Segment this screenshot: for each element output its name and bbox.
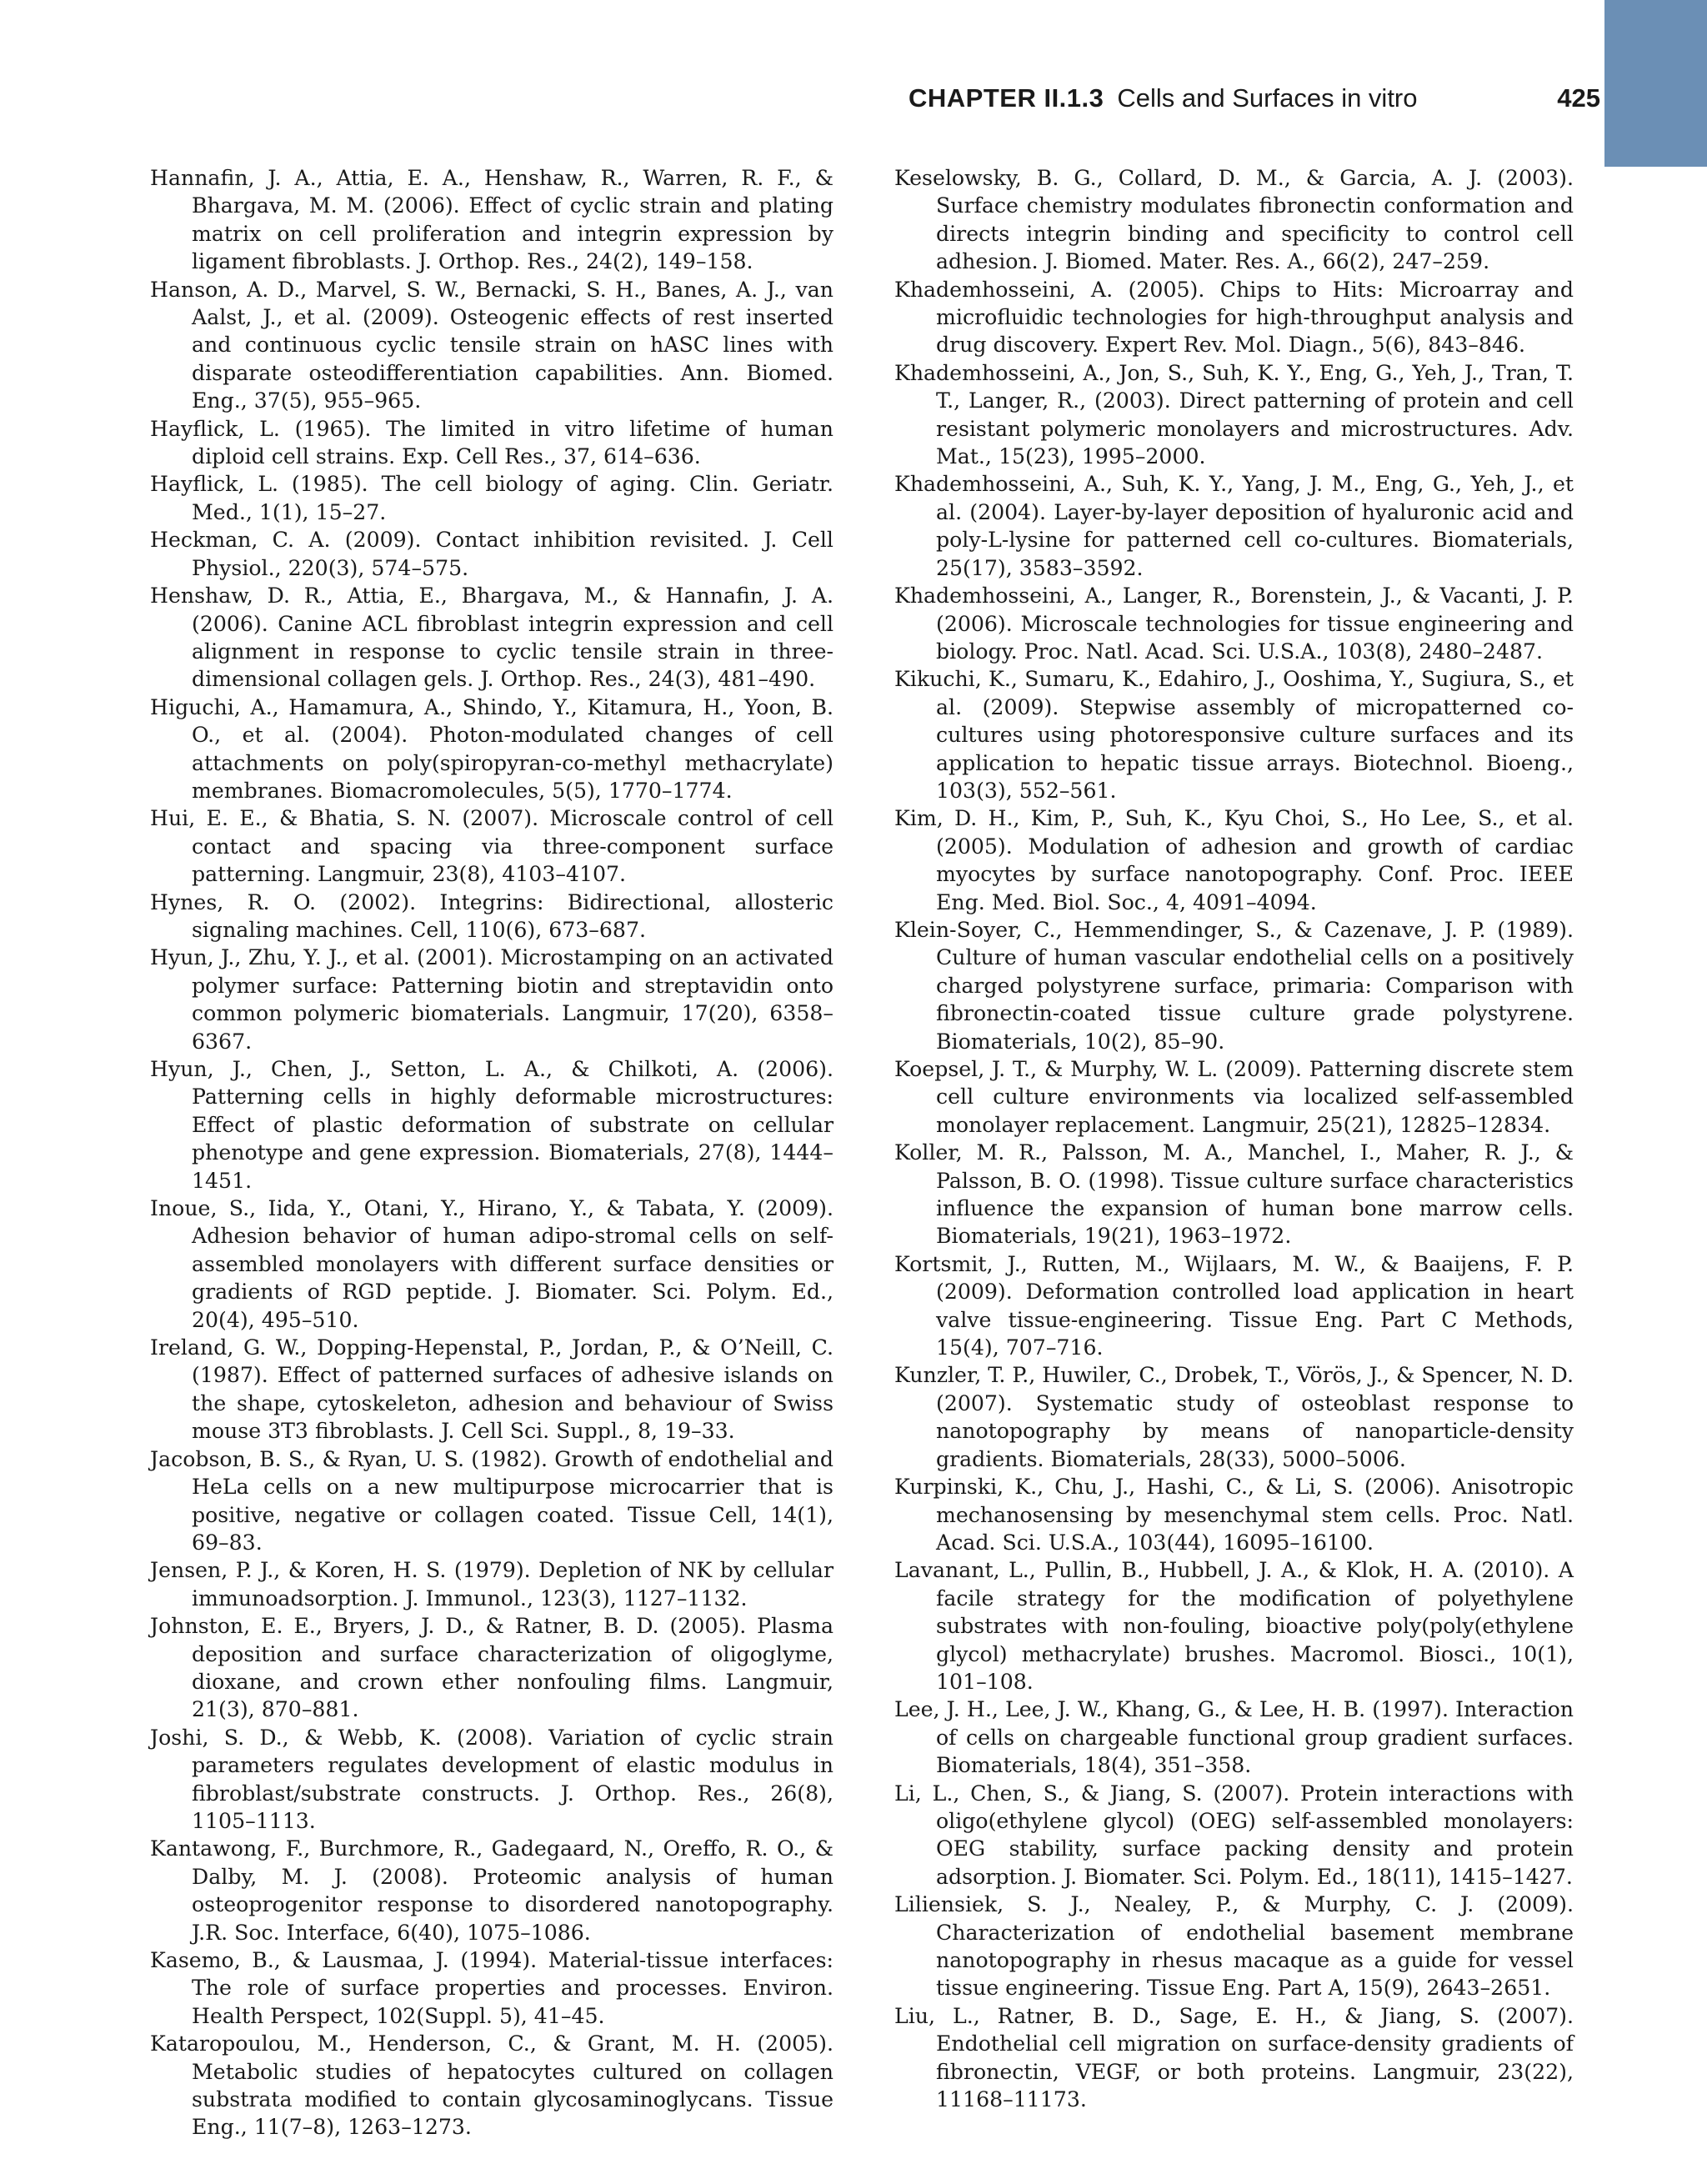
reference-entry: Kikuchi, K., Sumaru, K., Edahiro, J., Ooshima, Y., Sugiura, S., et al. (2009). Stepwise assembly of micropatterned co-cultures using photoresponsive culture surfaces and its application to hepatic tissue arrays. Biotechnol. Bioeng., 103(3), 552–561. xyxy=(894,667,1574,803)
reference-entry: Joshi, S. D., & Webb, K. (2008). Variation of cyclic strain parameters regulates development of elastic modulus in fibroblast/substrate constructs. J. Orthop. Res., 26(8), 1105–1113. xyxy=(150,1725,833,1833)
reference-entry: Khademhosseini, A., Suh, K. Y., Yang, J. M., Eng, G., Yeh, J., et al. (2004). Layer-by-layer deposition of hyaluronic acid and poly-L-lysine for patterned cell co-cultures. Biomaterials, 25(17), 3583–3592. xyxy=(894,472,1574,580)
reference-entry: Kim, D. H., Kim, P., Suh, K., Kyu Choi, S., Ho Lee, S., et al. (2005). Modulation of adhesion and growth of cardiac myocytes by surface nanotopography. Conf. Proc. IEEE Eng. Med. Biol. Soc., 4, 4091–4094. xyxy=(894,806,1574,914)
reference-entry: Hynes, R. O. (2002). Integrins: Bidirectional, allosteric signaling machines. Cell, 110(6), 673–687. xyxy=(150,889,833,942)
corner-color-tab xyxy=(1604,0,1707,167)
reference-entry: Kantawong, F., Burchmore, R., Gadegaard, N., Oreffo, R. O., & Dalby, M. J. (2008). Proteomic analysis of human osteoprogenitor response to disordered nanotopography. J.R. Soc. Interface, 6(40), 1075–1086. xyxy=(150,1836,833,1945)
reference-entry: Keselowsky, B. G., Collard, D. M., & Garcia, A. J. (2003). Surface chemistry modulates fibronectin conformation and directs integrin binding and specificity to control cell adhesion. J. Biomed. Mater. Res. A., 66(2), 247–259. xyxy=(894,166,1574,274)
reference-entry: Koller, M. R., Palsson, M. A., Manchel, I., Maher, R. J., & Palsson, B. O. (1998). Tissue culture surface characteristics influence the expansion of human bone marrow cells. Biomaterials, 19(21), 1963–1972. xyxy=(894,1140,1574,1249)
page-number: 425 xyxy=(1557,83,1600,113)
reference-entry: Kataropoulou, M., Henderson, C., & Grant, M. H. (2005). Metabolic studies of hepatocytes cultured on collagen substrata modified to contain glycosaminoglycans. Tissue Eng., 11(7–8), 1263–1273. xyxy=(150,2031,833,2140)
reference-entry: Kortsmit, J., Rutten, M., Wijlaars, M. W., & Baaijens, F. P. (2009). Deformation controlled load application in heart valve tissue-engineering. Tissue Eng. Part C Methods, 15(4), 707–716. xyxy=(894,1251,1574,1360)
reference-entry: Klein-Soyer, C., Hemmendinger, S., & Cazenave, J. P. (1989). Culture of human vascular endothelial cells on a positively charged polystyrene surface, primaria: Comparison with fibronectin-coated tissue culture grade polystyrene. Biomaterials, 10(2), 85–90. xyxy=(894,917,1574,1054)
references-right-column xyxy=(894,164,1574,2113)
reference-entry: Koepsel, J. T., & Murphy, W. L. (2009). Patterning discrete stem cell culture environments via localized self-assembled monolayer replacement. Langmuir, 25(21), 12825–12834. xyxy=(894,1057,1574,1137)
reference-entry: Khademhosseini, A., Jon, S., Suh, K. Y., Eng, G., Yeh, J., Tran, T. T., Langer, R., (2003). Direct patterning of protein and cell resistant polymeric monolayers and microstructures. Adv. Mat., 15(23), 1995–2000. xyxy=(894,360,1574,469)
reference-entry: Jacobson, B. S., & Ryan, U. S. (1982). Growth of endothelial and HeLa cells on a new multipurpose microcarrier that is positive, negative or collagen coated. Tissue Cell, 14(1), 69–83. xyxy=(150,1446,833,1555)
reference-entry: Khademhosseini, A. (2005). Chips to Hits: Microarray and microfluidic technologies for high-throughput analysis and drug discovery. Expert Rev. Mol. Diagn., 5(6), 843–846. xyxy=(894,277,1574,358)
reference-entry: Hanson, A. D., Marvel, S. W., Bernacki, S. H., Banes, A. J., van Aalst, J., et al. (2009). Osteogenic effects of rest inserted and continuous cyclic tensile strain on hASC lines with disparate osteodifferentiation capabilities. Ann. Biomed. Eng., 37(5), 955–965. xyxy=(150,277,833,413)
reference-entry: Ireland, G. W., Dopping-Hepenstal, P., Jordan, P., & O’Neill, C. (1987). Effect of patterned surfaces of adhesive islands on the shape, cytoskeleton, adhesion and behaviour of Swiss mouse 3T3 fibroblasts. J. Cell Sci. Suppl., 8, 19–33. xyxy=(150,1335,833,1444)
reference-entry: Hui, E. E., & Bhatia, S. N. (2007). Microscale control of cell contact and spacing via three-component surface patterning. Langmuir, 23(8), 4103–4107. xyxy=(150,806,833,887)
reference-entry: Kunzler, T. P., Huwiler, C., Drobek, T., Vörös, J., & Spencer, N. D. (2007). Systematic study of osteoblast response to nanotopography by means of nanoparticle-density gradients. Biomaterials, 28(33), 5000–5006. xyxy=(894,1363,1574,1471)
running-header xyxy=(909,83,1600,118)
reference-entry: Li, L., Chen, S., & Jiang, S. (2007). Protein interactions with oligo(ethylene glycol) (OEG) self-assembled monolayers: OEG stability, surface packing density and protein adsorption. J. Biomater. Sci. Polym. Ed., 18(11), 1415–1427. xyxy=(894,1781,1574,1889)
reference-entry: Hyun, J., Chen, J., Setton, L. A., & Chilkoti, A. (2006). Patterning cells in highly deformable microstructures: Effect of plastic deformation of substrate on cellular phenotype and gene expression. Biomaterials, 27(8), 1444–1451. xyxy=(150,1057,833,1193)
chapter-title: Cells and Surfaces in vitro xyxy=(1117,83,1418,113)
reference-entry: Kasemo, B., & Lausmaa, J. (1994). Material-tissue interfaces: The role of surface properties and processes. Environ. Health Perspect, 102(Suppl. 5), 41–45. xyxy=(150,1948,833,2028)
reference-entry: Jensen, P. J., & Koren, H. S. (1979). Depletion of NK by cellular immunoadsorption. J. Immunol., 123(3), 1127–1132. xyxy=(150,1558,833,1610)
reference-entry: Heckman, C. A. (2009). Contact inhibition revisited. J. Cell Physiol., 220(3), 574–575. xyxy=(150,528,833,580)
reference-entry: Johnston, E. E., Bryers, J. D., & Ratner, B. D. (2005). Plasma deposition and surface characterization of oligoglyme, dioxane, and crown ether nonfouling films. Langmuir, 21(3), 870–881. xyxy=(150,1614,833,1722)
reference-entry: Inoue, S., Iida, Y., Otani, Y., Hirano, Y., & Tabata, Y. (2009). Adhesion behavior of human adipo-stromal cells on self-assembled monolayers with different surface densities or gradients of RGD peptide. J. Biomater. Sci. Polym. Ed., 20(4), 495–510. xyxy=(150,1196,833,1332)
reference-entry: Kurpinski, K., Chu, J., Hashi, C., & Li, S. (2006). Anisotropic mechanosensing by mesenchymal stem cells. Proc. Natl. Acad. Sci. U.S.A., 103(44), 16095–16100. xyxy=(894,1475,1574,1555)
reference-entry: Hannafin, J. A., Attia, E. A., Henshaw, R., Warren, R. F., & Bhargava, M. M. (2006). Effect of cyclic strain and plating matrix on cell proliferation and integrin expression by ligament fibroblasts. J. Orthop. Res., 24(2), 149–158. xyxy=(150,166,833,274)
reference-entry: Higuchi, A., Hamamura, A., Shindo, Y., Kitamura, H., Yoon, B. O., et al. (2004). Photon-modulated changes of cell attachments on poly(spiropyran-co-methyl methacrylate) membranes. Biomacromolecules, 5(5), 1770–1774. xyxy=(150,694,833,803)
reference-entry: Liu, L., Ratner, B. D., Sage, E. H., & Jiang, S. (2007). Endothelial cell migration on surface-density gradients of fibronectin, VEGF, or both proteins. Langmuir, 23(22), 11168–11173. xyxy=(894,2003,1574,2112)
reference-entry: Hayflick, L. (1965). The limited in vitro lifetime of human diploid cell strains. Exp. Cell Res., 37, 614–636. xyxy=(150,416,833,469)
reference-entry: Liliensiek, S. J., Nealey, P., & Murphy, C. J. (2009). Characterization of endothelial basement membrane nanotopography in rhesus macaque as a guide for vessel tissue engineering. Tissue Eng. Part A, 15(9), 2643–2651. xyxy=(894,1892,1574,2001)
reference-entry: Hyun, J., Zhu, Y. J., et al. (2001). Microstamping on an activated polymer surface: Patterning biotin and streptavidin onto common polymeric biomaterials. Langmuir, 17(20), 6358–6367. xyxy=(150,945,833,1054)
references-left-column xyxy=(150,164,833,2141)
reference-entry: Khademhosseini, A., Langer, R., Borenstein, J., & Vacanti, J. P. (2006). Microscale technologies for tissue engineering and biology. Proc. Natl. Acad. Sci. U.S.A., 103(8), 2480–2487. xyxy=(894,584,1574,664)
chapter-label: CHAPTER II.1.3 xyxy=(909,83,1104,113)
reference-entry: Lavanant, L., Pullin, B., Hubbell, J. A., & Klok, H. A. (2010). A facile strategy for the modification of polyethylene substrates with non-fouling, bioactive poly(poly(ethylene glycol) methacrylate) brushes. Macromol. Biosci., 10(1), 101–108. xyxy=(894,1558,1574,1694)
reference-entry: Lee, J. H., Lee, J. W., Khang, G., & Lee, H. B. (1997). Interaction of cells on chargeable functional group gradient surfaces. Biomaterials, 18(4), 351–358. xyxy=(894,1697,1574,1778)
reference-entry: Hayflick, L. (1985). The cell biology of aging. Clin. Geriatr. Med., 1(1), 15–27. xyxy=(150,472,833,524)
reference-entry: Henshaw, D. R., Attia, E., Bhargava, M., & Hannafin, J. A. (2006). Canine ACL fibroblast integrin expression and cell alignment in response to cyclic tensile strain in three-dimensional collagen gels. J. Orthop. Res., 24(3), 481–490. xyxy=(150,584,833,692)
